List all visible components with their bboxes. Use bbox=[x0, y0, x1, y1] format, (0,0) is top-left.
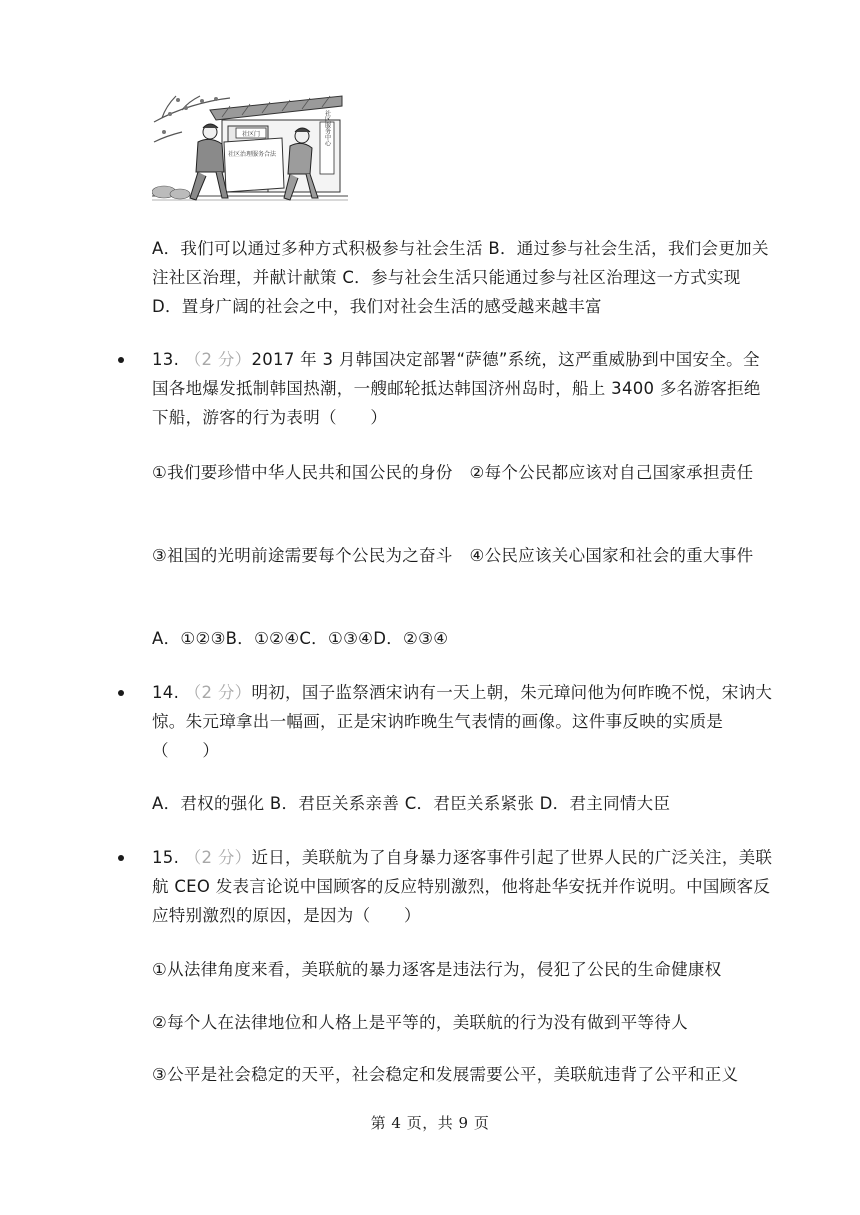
question-15-statement-2: ②每个人在法律地位和人格上是平等的，美联航的行为没有做到平等待人 bbox=[152, 1013, 688, 1032]
bullet-icon bbox=[118, 357, 124, 363]
question-stem: 明初，国子监祭酒宋讷有一天上朝，朱元璋问他为何昨晚不悦，宋讷大惊。朱元璋拿出一幅画，正是宋讷昨晚生气表情的画像。这件事反映的实质是（ ） bbox=[152, 683, 773, 760]
question-score: （2 分） bbox=[184, 350, 252, 369]
vertical-sign-text: 社区服务中心 bbox=[323, 110, 331, 146]
question-number: 13. bbox=[152, 350, 180, 369]
question-13-statement-1: ①我们要珍惜中华人民共和国公民的身份 ②每个公民都应该对自己国家承担责任 bbox=[152, 463, 754, 482]
page-footer: 第 4 页，共 9 页 bbox=[370, 1114, 490, 1132]
question-stem: 2017 年 3 月韩国决定部署“萨德”系统，这严重威胁到中国安全。全国各地爆发抵制韩国热潮，一艘邮轮抵达韩国济州岛时，船上 3400 多名游客拒绝下船，游客的行为表明（ ） bbox=[152, 350, 761, 427]
question-14 bbox=[152, 678, 774, 765]
question-score: （2 分） bbox=[184, 848, 252, 867]
community-governance-illustration bbox=[152, 92, 348, 212]
question-15-statement-1: ①从法律角度来看，美联航的暴力逐客是违法行为，侵犯了公民的生命健康权 bbox=[152, 960, 722, 979]
question-14-options: A．君权的强化 B．君臣关系亲善 C．君臣关系紧张 D．君主同情大臣 bbox=[152, 794, 671, 813]
question-score: （2 分） bbox=[184, 683, 252, 702]
question-number: 14. bbox=[152, 683, 180, 702]
question-13-statement-2: ③祖国的光明前途需要每个公民为之奋斗 ④公民应该关心国家和社会的重大事件 bbox=[152, 546, 754, 565]
illustration-drawing bbox=[152, 92, 348, 212]
question-15-statement-3: ③公平是社会稳定的天平，社会稳定和发展需要公平，美联航违背了公平和正义 bbox=[152, 1065, 739, 1084]
question-15 bbox=[152, 843, 774, 930]
bullet-icon bbox=[118, 690, 124, 696]
question-12-options: A．我们可以通过多种方式积极参与社会生活 B．通过参与社会生活，我们会更加关注社区治理，并献计献策 C．参与社会生活只能通过参与社区治理这一方式实现 D．置身广阔的社会之中，我们对社会生活的感受越来越丰富 bbox=[152, 239, 769, 316]
question-number: 15. bbox=[152, 848, 180, 867]
bullet-icon bbox=[118, 855, 124, 861]
door-sign-text: 社区门 bbox=[241, 131, 261, 138]
banner-text: 社区治理服务合法 bbox=[227, 151, 277, 158]
question-13-options: A．①②③B．①②④C．①③④D．②③④ bbox=[152, 629, 449, 648]
question-stem: 近日，美联航为了自身暴力逐客事件引起了世界人民的广泛关注，美联航 CEO 发表言论说中国顾客的反应特别激烈，他将赴华安抚并作说明。中国顾客反应特别激烈的原因，是因为（ ） bbox=[152, 848, 773, 925]
question-13 bbox=[152, 345, 774, 432]
